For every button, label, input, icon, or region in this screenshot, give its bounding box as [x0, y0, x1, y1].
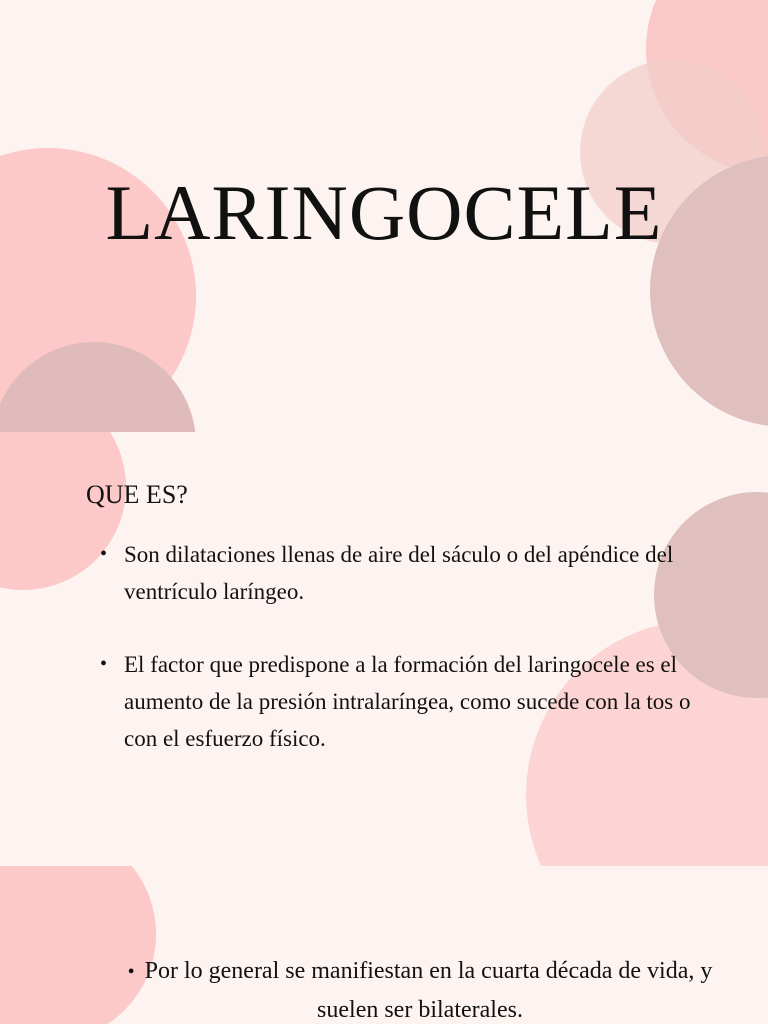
- bullet-icon: •: [100, 653, 108, 675]
- bullet-item: [100, 646, 710, 757]
- bullet-item: [100, 536, 710, 610]
- slide-title-text: LARINGOCELE: [105, 169, 663, 256]
- slide-epidemiology: [0, 866, 768, 1024]
- bullet-item: [110, 952, 730, 1024]
- bullet-list: [100, 536, 710, 793]
- bullet-text: El factor que predispone a la formación del laringocele es el aumento de la presión intralaríngea, como sucede con la tos o con el esfuerzo físico.: [124, 652, 691, 751]
- slide-definition: [0, 432, 768, 866]
- bullet-text: Por lo general se manifiestan en la cuarta década de vida, y suelen ser bilaterales.: [144, 958, 713, 1023]
- bullet-text: Son dilataciones llenas de aire del sáculo o del apéndice del ventrículo laríngeo.: [124, 542, 674, 604]
- bullet-icon: •: [100, 543, 108, 565]
- slide-title: [0, 0, 768, 432]
- bullet-icon: •: [127, 961, 135, 983]
- section-heading: QUE ES?: [86, 480, 188, 509]
